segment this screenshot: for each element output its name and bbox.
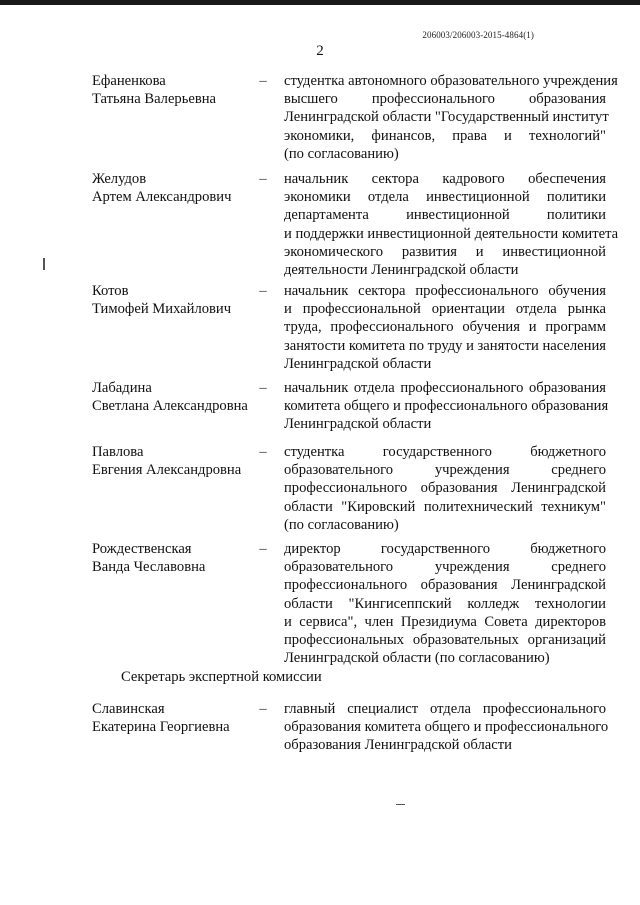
member-given-names: Татьяна Валерьевна xyxy=(92,91,217,108)
dash-separator: – xyxy=(259,171,267,187)
member-name xyxy=(92,379,262,415)
position-line: образования Ленинградской области xyxy=(284,737,512,754)
position-line: (по согласованию) xyxy=(284,145,399,162)
position-line: Ленинградской области "Государственный институт xyxy=(284,109,609,126)
bottom-mark xyxy=(396,804,405,805)
position-line: труда, профессионального обучения и программ xyxy=(284,319,606,336)
member-surname: Славинская xyxy=(92,701,165,717)
position-line: образования комитета общего и профессионального xyxy=(284,719,609,736)
dash-separator: – xyxy=(259,73,267,89)
member-given-names: Светлана Александровна xyxy=(92,398,248,415)
position-line: экономики отдела инвестиционной политики xyxy=(284,189,606,206)
top-border-bar xyxy=(0,0,640,5)
member-position xyxy=(284,443,606,534)
member-surname: Котов xyxy=(92,283,129,299)
position-line: Ленинградской области xyxy=(284,355,432,372)
member-given-names: Ванда Чеславовна xyxy=(92,559,206,576)
position-line: экономического развития и инвестиционной xyxy=(284,243,606,260)
position-line: начальник сектора кадрового обеспечения xyxy=(284,171,606,187)
member-surname: Ефаненкова xyxy=(92,73,166,89)
member-position xyxy=(284,379,609,434)
position-line: студентка государственного бюджетного xyxy=(284,444,606,460)
position-line: и профессиональной ориентации отдела рынка xyxy=(284,301,606,318)
member-given-names: Евгения Александровна xyxy=(92,462,242,479)
member-name xyxy=(92,443,262,479)
position-line: высшего профессионального образования xyxy=(284,91,606,108)
page-number: 2 xyxy=(316,43,324,59)
member-surname: Лабадина xyxy=(92,380,152,396)
position-line: главный специалист отдела профессионального xyxy=(284,701,606,717)
position-line: Ленинградской области (по согласованию) xyxy=(284,650,550,667)
position-line: экономики, финансов, права и технологий" xyxy=(284,127,606,144)
position-line: профессионального образования Ленинградской xyxy=(284,577,606,594)
member-position xyxy=(284,282,606,373)
position-line: профессиональных образовательных организаций xyxy=(284,632,606,649)
member-name xyxy=(92,72,262,108)
position-line: начальник отдела профессионального образования xyxy=(284,380,606,396)
member-name xyxy=(92,282,262,318)
position-line: деятельности Ленинградской области xyxy=(284,262,519,279)
margin-mark xyxy=(43,258,45,270)
member-name xyxy=(92,540,262,576)
position-line: комитета общего и профессионального образования xyxy=(284,398,609,415)
position-line: начальник сектора профессионального обучения xyxy=(284,283,606,299)
member-position xyxy=(284,170,619,279)
position-line: директор государственного бюджетного xyxy=(284,541,606,557)
member-position xyxy=(284,540,606,667)
document-number: 206003/206003-2015-4864(1) xyxy=(422,30,534,40)
dash-separator: – xyxy=(259,541,267,557)
member-name xyxy=(92,170,262,206)
position-line: и сервиса", член Президиума Совета директоров xyxy=(284,613,606,630)
member-given-names: Артем Александрович xyxy=(92,189,232,206)
member-surname: Желудов xyxy=(92,171,147,187)
position-line: студентка автономного образовательного учреждения xyxy=(284,73,618,89)
position-line: области "Кировский политехнический техникум" xyxy=(284,498,606,515)
member-surname: Рождественская xyxy=(92,541,192,557)
member-given-names: Екатерина Георгиевна xyxy=(92,719,230,736)
position-line: (по согласованию) xyxy=(284,516,399,533)
dash-separator: – xyxy=(259,283,267,299)
dash-separator: – xyxy=(259,444,267,460)
position-line: образовательного учреждения среднего xyxy=(284,462,606,479)
member-position xyxy=(284,700,609,755)
position-line: образовательного учреждения среднего xyxy=(284,559,606,576)
member-name xyxy=(92,700,262,736)
position-line: профессионального образования Ленинградской xyxy=(284,480,606,497)
secretary-section-title: Секретарь экспертной комиссии xyxy=(121,669,322,685)
position-line: департамента инвестиционной политики xyxy=(284,207,606,224)
dash-separator: – xyxy=(259,380,267,396)
dash-separator: – xyxy=(259,701,267,717)
position-line: и поддержки инвестиционной деятельности комитета xyxy=(284,225,619,242)
position-line: Ленинградской области xyxy=(284,416,432,433)
position-line: занятости комитета по труду и занятости населения xyxy=(284,337,606,354)
member-surname: Павлова xyxy=(92,444,144,460)
position-line: области "Кингисеппский колледж технологии xyxy=(284,595,606,612)
member-given-names: Тимофей Михайлович xyxy=(92,301,232,318)
member-position xyxy=(284,72,618,163)
